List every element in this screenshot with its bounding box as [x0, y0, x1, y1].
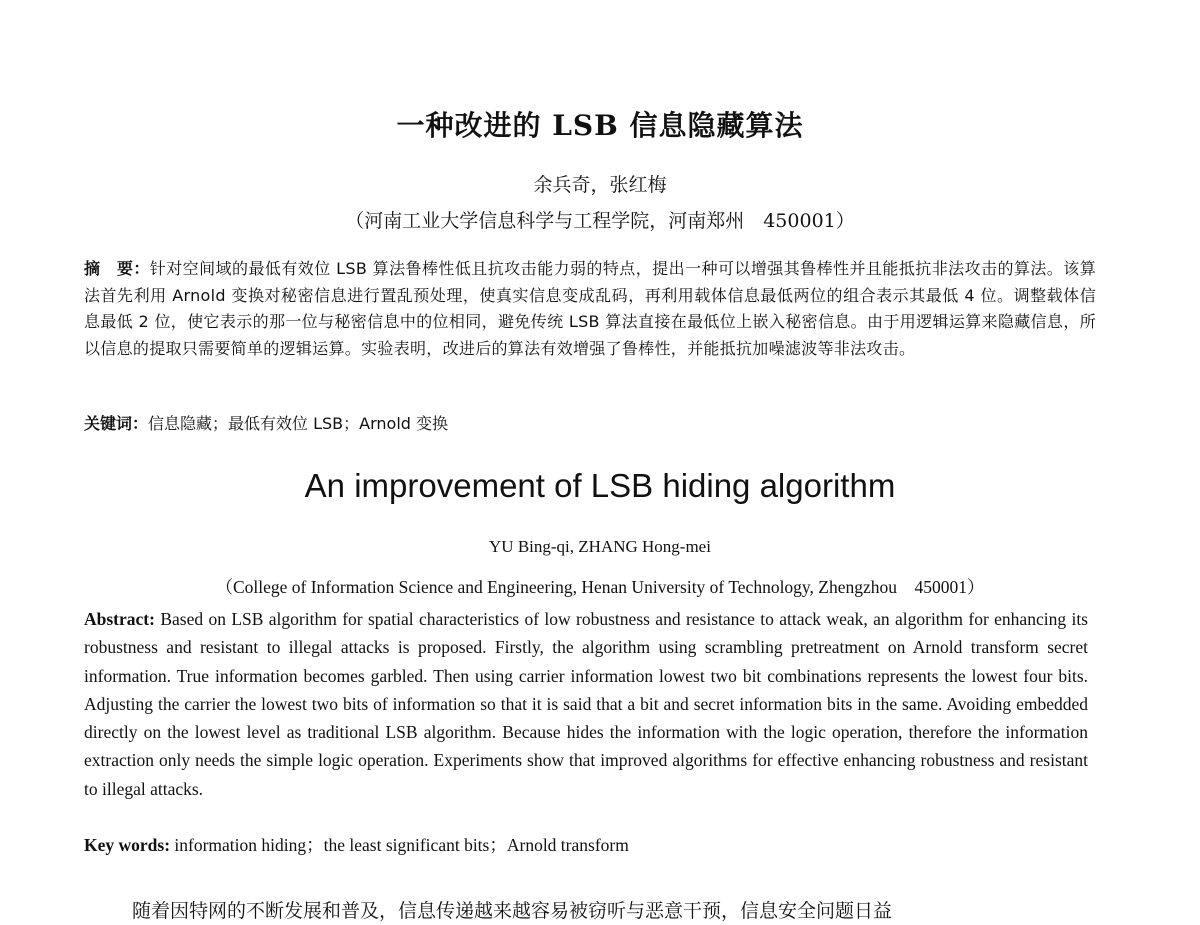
english-keywords-label: Key words:: [84, 835, 171, 855]
chinese-affiliation: （河南工业大学信息科学与工程学院，河南郑州 450001）: [345, 210, 855, 232]
english-abstract-label: Abstract:: [84, 609, 155, 629]
english-abstract-text: Based on LSB algorithm for spatial characteristics of low robustness and resistance to attack weak, an algorithm for enhancing its robustness and resistant to illegal attacks is proposed. Firstly, the algorithm using scrambling pretreatment on Arnold transform secret information. True information becomes garbled. Then using carrier information lowest two bit combinations represents the lowest four bits. Adjusting the carrier the lowest two bits of information so that it is said that a bit and secret information bits in the same. Avoiding embedded directly on the lowest level as traditional LSB algorithm. Because hides the information with the logic operation, therefore the information extraction only needs the simple logic operation. Experiments show that improved algorithms for effective enhancing robustness and resistant to illegal attacks.: [84, 609, 1088, 799]
english-affiliation: （College of Information Science and Engineering, Henan University of Technology, Zhengzhou 450001）: [215, 577, 985, 597]
chinese-title: 一种改进的 LSB 信息隐藏算法: [396, 109, 804, 142]
english-keywords: [84, 831, 1088, 859]
english-keywords-text: information hiding；the least significant bits；Arnold transform: [170, 835, 629, 855]
chinese-abstract-text: 针对空间域的最低有效位 LSB 算法鲁棒性低且抗攻击能力弱的特点，提出一种可以增强其鲁棒性并且能抵抗非法攻击的算法。该算法首先利用 Arnold 变换对秘密信息进行置乱预处理，使真实信息变成乱码，再利用载体信息最低两位的组合表示其最低 4 位。调整载体信息最低 2 位，使它表示的那一位与秘密信息中的位相同，避免传统 LSB 算法直接在最低位上嵌入秘密信息。由于用逻辑运算来隐藏信息，所以信息的提取只需要简单的逻辑运算。实验表明，改进后的算法有效增强了鲁棒性，并能抵抗加噪滤波等非法攻击。: [84, 259, 1096, 358]
chinese-abstract-label: 摘 要：: [84, 259, 150, 278]
chinese-keywords-text: 信息隐藏；最低有效位 LSB；Arnold 变换: [148, 414, 449, 433]
english-authors: YU Bing-qi, ZHANG Hong-mei: [489, 537, 711, 556]
chinese-authors: 余兵奇，张红梅: [533, 174, 667, 196]
english-abstract: [84, 605, 1088, 803]
body-paragraph: 随着因特网的不断发展和普及，信息传递越来越容易被窃听与恶意干预，信息安全问题日益: [132, 900, 893, 922]
chinese-abstract: [84, 256, 1096, 362]
chinese-keywords-label: 关键词：: [84, 414, 149, 433]
english-title: An improvement of LSB hiding algorithm: [304, 467, 896, 504]
chinese-keywords: [84, 411, 1096, 437]
